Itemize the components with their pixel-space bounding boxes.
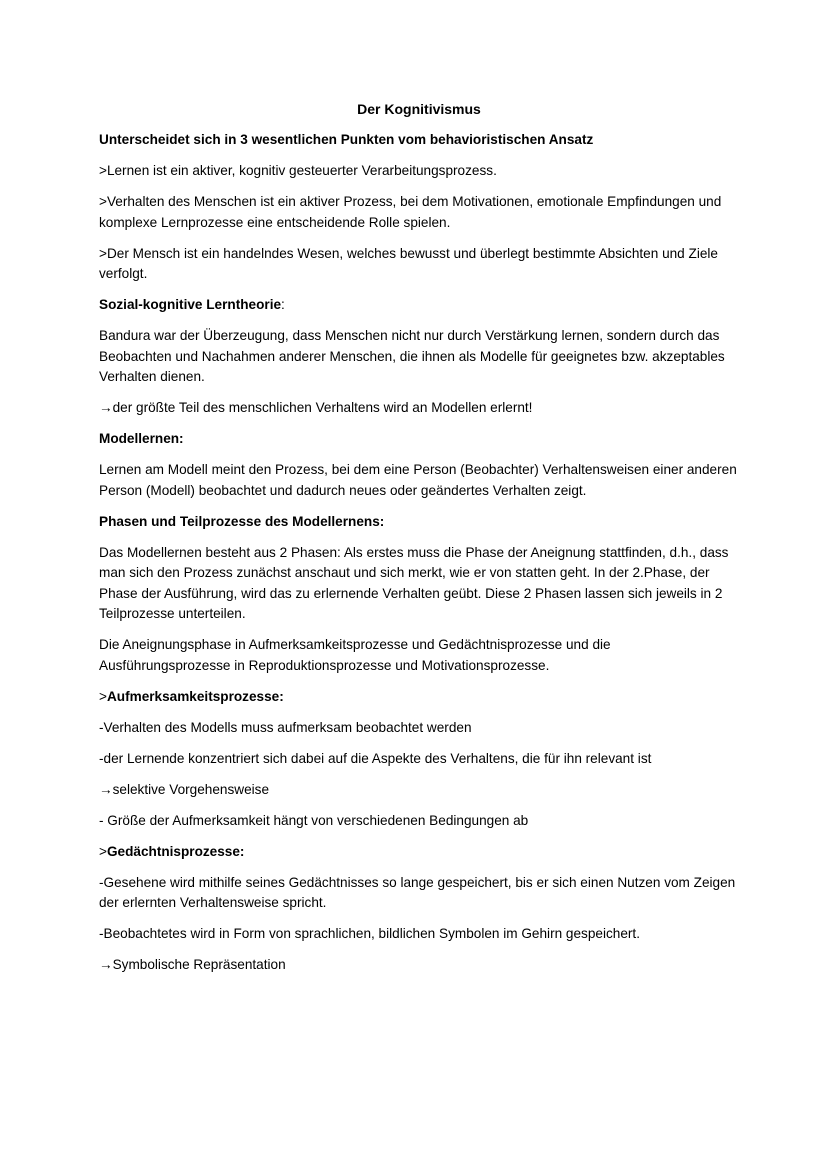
phasen-text-2: Die Aneignungsphase in Aufmerksamkeitsprozesse und Gedächtnisprozesse und die Ausführungsprozesse in Reproduktionsprozesse und Motivationsprozesse. xyxy=(99,637,611,673)
gedaechtnis-line-2: -Beobachtetes wird in Form von sprachlichen, bildlichen Symbolen im Gehirn gespeichert. xyxy=(99,926,640,941)
gedaechtnis-conclusion xyxy=(99,955,739,976)
sozial-kognitive-text: Bandura war der Überzeugung, dass Menschen nicht nur durch Verstärkung lernen, sondern durch das Beobachten und Nachahmen anderer Menschen, die ihnen als Modelle für geeignetes bzw. akzeptables Verhalten dienen. xyxy=(99,328,725,384)
aufmerksamkeit-line-3: - Größe der Aufmerksamkeit hängt von verschiedenen Bedingungen ab xyxy=(99,812,529,828)
aufmerksamkeit-line-1: -Verhalten des Modells muss aufmerksam beobachtet werden xyxy=(99,719,472,735)
point-2: >Verhalten des Menschen ist ein aktiver Prozess, bei dem Motivationen, emotionale Empfindungen und komplexe Lernprozesse eine entscheidende Rolle spielen. xyxy=(99,194,722,230)
conclusion-text: Symbolische Repräsentation xyxy=(112,957,286,972)
aufmerksamkeit-line-2: -der Lernende konzentriert sich dabei auf die Aspekte des Verhaltens, die für ihn relevant ist xyxy=(99,750,652,766)
gedaechtnis-line-1: -Gesehene wird mithilfe seines Gedächtnisses so lange gespeichert, bis er sich einen Nutzen vom Zeigen der erlernten Verhaltensweise spricht. xyxy=(99,874,736,910)
sozial-kognitive-conclusion xyxy=(99,398,739,419)
modellernen-heading: Modellernen: xyxy=(99,431,184,446)
gedaechtnis-heading: Gedächtnisprozesse: xyxy=(106,843,245,859)
arrow-right-icon: → xyxy=(99,781,113,797)
sozial-kognitive-heading: Sozial-kognitive Lerntheorie xyxy=(99,297,282,312)
conclusion-text: der größte Teil des menschlichen Verhaltens wird an Modellen erlernt! xyxy=(112,400,533,415)
modellernen-text: Lernen am Modell meint den Prozess, bei dem eine Person (Beobachter) Verhaltensweisen einer anderen Person (Modell) beobachtet und dadurch neues oder geändertes Verhalten zeigt. xyxy=(99,462,737,498)
arrow-right-icon: → xyxy=(99,400,113,415)
aufmerksamkeit-heading-line xyxy=(99,687,739,708)
section-subtitle: Unterscheidet sich in 3 wesentlichen Punkten vom behavioristischen Ansatz xyxy=(99,132,594,147)
gedaechtnis-prefix: > xyxy=(99,843,107,859)
conclusion-text: selektive Vorgehensweise xyxy=(112,781,270,797)
aufmerksamkeit-conclusion xyxy=(99,780,739,801)
arrow-right-icon: → xyxy=(99,957,113,972)
point-1: >Lernen ist ein aktiver, kognitiv gesteuerter Verarbeitungsprozess. xyxy=(99,163,497,178)
phasen-heading: Phasen und Teilprozesse des Modellernens: xyxy=(99,513,385,529)
aufmerksamkeit-prefix: > xyxy=(99,688,107,704)
phasen-text-1: Das Modellernen besteht aus 2 Phasen: Als erstes muss die Phase der Aneignung stattfinden, d.h., dass man sich den Prozess zunächst anschaut und sich merkt, wie er von statten geht. In der 2.Phase, der Phase der Ausführung, wird das zu erlernende Verhalten geübt. Diese 2 Phasen lassen sich jeweils in 2 Teilprozesse unterteilen. xyxy=(99,544,729,621)
sozial-kognitive-heading-line xyxy=(99,295,739,316)
sozial-kognitive-heading-colon: : xyxy=(281,297,285,312)
aufmerksamkeit-heading: Aufmerksamkeitsprozesse: xyxy=(106,688,284,704)
document-body xyxy=(99,99,739,986)
gedaechtnis-heading-line xyxy=(99,842,739,863)
page-title: Der Kognitivismus xyxy=(357,101,481,117)
point-3: >Der Mensch ist ein handelndes Wesen, welches bewusst und überlegt bestimmte Absichten und Ziele verfolgt. xyxy=(99,245,718,281)
